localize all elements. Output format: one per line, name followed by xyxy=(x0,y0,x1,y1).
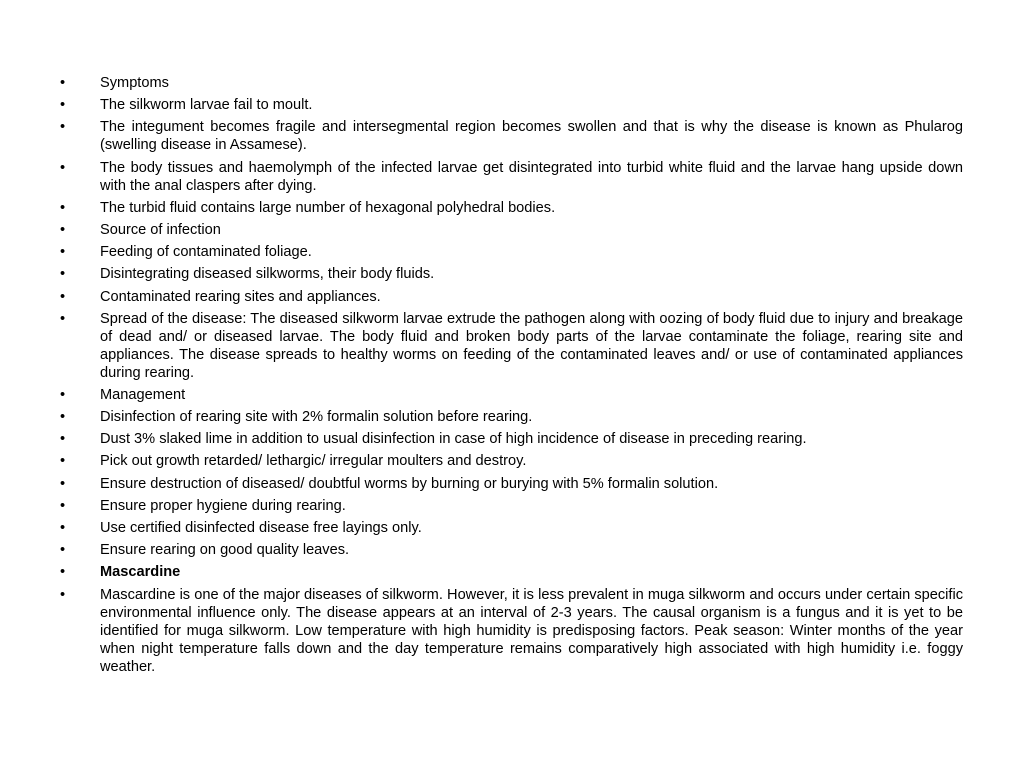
bullet-icon: • xyxy=(60,542,66,559)
bullet-item xyxy=(60,541,963,559)
bullet-icon: • xyxy=(60,431,66,448)
bullet-item xyxy=(60,243,963,261)
bullet-item xyxy=(60,159,963,195)
bullet-text: Use certified disinfected disease free layings only. xyxy=(100,520,422,536)
bullet-icon: • xyxy=(60,97,66,114)
section-heading: Mascardine xyxy=(100,564,181,581)
bullet-text: Disinfection of rearing site with 2% formalin solution before rearing. xyxy=(100,409,533,426)
bullet-text: Ensure proper hygiene during rearing. xyxy=(100,497,346,514)
bullet-icon: • xyxy=(60,475,66,492)
bullet-item-source-of-infection xyxy=(60,221,963,239)
bullet-icon: • xyxy=(60,266,66,283)
bullet-icon: • xyxy=(60,564,66,581)
bullet-item xyxy=(60,475,963,493)
bullet-text: Ensure destruction of diseased/ doubtful worms by burning or burying with 5% formalin solution. xyxy=(100,475,719,492)
bullet-text: The silkworm larvae fail to moult. xyxy=(100,97,313,114)
bullet-icon: • xyxy=(60,586,66,603)
bullet-item xyxy=(60,288,963,306)
bullet-text: Source of infection xyxy=(100,221,221,238)
bullet-text: The turbid fluid contains large number of hexagonal polyhedral bodies. xyxy=(100,199,556,216)
bullet-icon: • xyxy=(60,288,66,305)
bullet-item-symptoms xyxy=(60,74,963,92)
bullet-text: The integument becomes fragile and intersegmental region becomes swollen and that is why the disease is known as Phularog (swelling disease in Assamese). xyxy=(100,119,963,154)
bullet-text: Dust 3% slaked lime in addition to usual disinfection in case of high incidence of disease in preceding rearing. xyxy=(100,431,807,448)
bullet-icon: • xyxy=(60,310,66,327)
bullet-icon: • xyxy=(60,520,66,536)
bullet-item xyxy=(60,430,963,448)
bullet-text: Management xyxy=(100,386,186,403)
bullet-text: Contaminated rearing sites and appliances. xyxy=(100,288,381,305)
bullet-icon: • xyxy=(60,244,66,261)
bullet-text: The body tissues and haemolymph of the infected larvae get disintegrated into turbid white fluid and the larvae hang upside down with the anal claspers after dying. xyxy=(100,159,963,194)
bullet-icon: • xyxy=(60,199,66,216)
bullet-item xyxy=(60,96,963,114)
bullet-icon: • xyxy=(60,75,66,91)
bullet-text: Pick out growth retarded/ lethargic/ irregular moulters and destroy. xyxy=(100,453,527,470)
bullet-item xyxy=(60,310,963,382)
bullet-item xyxy=(60,199,963,217)
bullet-item xyxy=(60,408,963,426)
bullet-icon: • xyxy=(60,119,66,136)
bullet-item-management xyxy=(60,386,963,404)
bullet-text: Symptoms xyxy=(100,75,169,91)
bullet-icon: • xyxy=(60,497,66,514)
bullet-item xyxy=(60,519,963,537)
bullet-item xyxy=(60,265,963,283)
bullet-item xyxy=(60,118,963,154)
bullet-icon: • xyxy=(60,159,66,176)
bullet-item xyxy=(60,452,963,470)
bullet-icon: • xyxy=(60,386,66,403)
bullet-item xyxy=(60,586,963,676)
bullet-icon: • xyxy=(60,221,66,238)
bullet-text: Spread of the disease: The diseased silkworm larvae extrude the pathogen along with oozing of body fluid due to injury and breakage of dead and/ or diseased larvae. The body fluid and broken body parts of the larvae contaminate the foliage, rearing site and appliances. The disease spreads to healthy worms on feeding of the contaminated leaves and/ or use of contaminated appliances during rearing. xyxy=(100,310,963,381)
bullet-list xyxy=(60,74,963,680)
bullet-icon: • xyxy=(60,453,66,470)
bullet-text: Feeding of contaminated foliage. xyxy=(100,244,312,261)
bullet-text: Ensure rearing on good quality leaves. xyxy=(100,542,350,559)
bullet-icon: • xyxy=(60,409,66,426)
bullet-text: Disintegrating diseased silkworms, their body fluids. xyxy=(100,266,435,283)
bullet-item xyxy=(60,497,963,515)
bullet-item-mascardine-heading xyxy=(60,563,963,581)
bullet-text: Mascardine is one of the major diseases of silkworm. However, it is less prevalent in muga silkworm and occurs under certain specific environmental influence only. The disease appears at an interval of 2-3 years. The causal organism is a fungus and it is yet to be identified for muga silkworm. Low temperature with high humidity is predisposing factors. Peak season: Winter months of the year when night temperature falls down and the day temperature remains comparatively high associated with high humidity i.e. foggy weather. xyxy=(100,586,963,675)
